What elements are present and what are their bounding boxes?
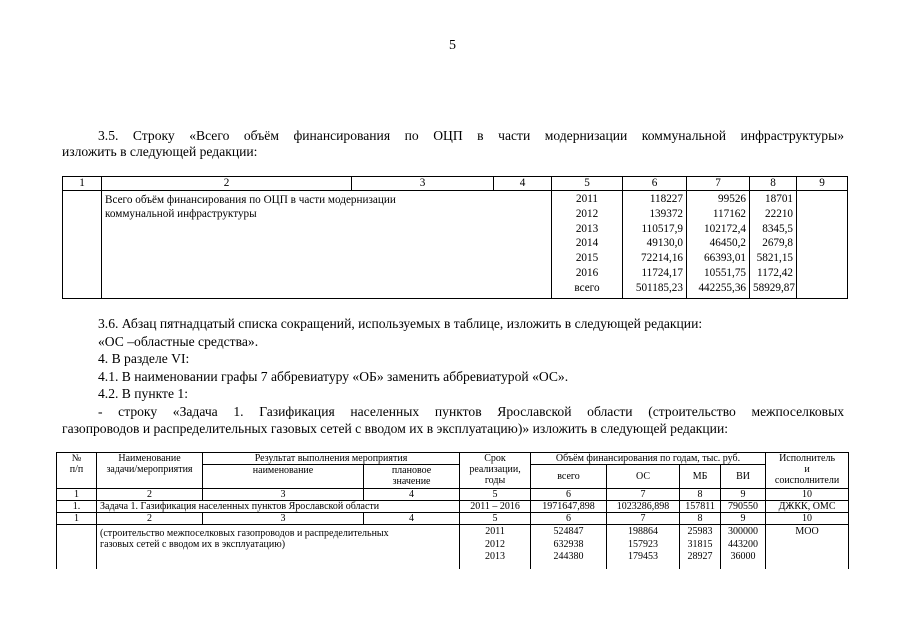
table2-task-term: 2011 – 2016 [460, 501, 531, 513]
table2-sub-value: 31815 [687, 538, 713, 550]
table1-year: 2012 [575, 207, 599, 220]
table2-colnum-row [57, 489, 849, 501]
table2-sub-value: 36000 [730, 551, 756, 562]
table1-col6-cell [623, 191, 687, 299]
table2-header-name-line: Наименование [118, 453, 181, 464]
table1-colnum: 2 [102, 177, 352, 191]
table2-colnum: 3 [203, 489, 364, 501]
table2-header-num-line: № [71, 453, 82, 464]
table2-sub-mb [680, 525, 721, 569]
table2-colnum: 9 [721, 489, 766, 501]
table2-header-num-line: п/п [69, 464, 84, 475]
table1-year: 2014 [575, 237, 599, 250]
table2-header-os: ОС [607, 465, 680, 489]
table2-sub-total [531, 525, 607, 569]
table1-col7-cell [687, 191, 750, 299]
table2-sub-value: 28927 [687, 551, 713, 562]
table2-sub-value: 25983 [687, 526, 713, 537]
table1-header-row [63, 177, 848, 191]
table2-task-num: 1. [57, 501, 97, 513]
para-3-5-line1: 3.5. Строку «Всего объём финансирования по ОЦП в части модернизации коммунальной инфраструктуры» [98, 128, 844, 143]
table1-col8-cell [750, 191, 797, 299]
table1-value: 5821,15 [756, 252, 793, 265]
table1-value: 1172,42 [757, 266, 793, 279]
table1-value: 72214,16 [641, 252, 683, 265]
table2-sub-desc-line: (строительство межпоселковых газопроводов и распределительных [100, 528, 389, 539]
table2-header-term-line: годы [484, 475, 506, 486]
table2-header-exec-line: и [804, 464, 810, 475]
table2-header-result-name: наименование [203, 465, 364, 489]
para-abbrev-os: «ОС –областные средства». [98, 334, 259, 349]
table2-task-mb: 157811 [680, 501, 721, 513]
table2-sub-year: 2011 [485, 526, 505, 537]
table1-value: 18701 [765, 193, 793, 205]
table1-value: 49130,0 [646, 237, 683, 250]
table1-colnum: 9 [797, 177, 848, 191]
table2-sub-desc [97, 525, 460, 569]
table2-colnum: 1 [57, 489, 97, 501]
table1-year: 2011 [576, 193, 598, 205]
table2-sub-value: 157923 [628, 538, 659, 550]
table2-colnum: 9 [721, 513, 766, 525]
table1-colnum: 1 [63, 177, 102, 191]
table2-sub-row [57, 525, 849, 569]
table1-data-row [63, 191, 848, 299]
table2-header-term [460, 453, 531, 489]
table2-sub-os [607, 525, 680, 569]
table1-colnum: 8 [750, 177, 797, 191]
table2-colnum: 4 [364, 513, 460, 525]
table2-header-mb: МБ [680, 465, 721, 489]
table2-sub-value: 300000 [728, 526, 759, 537]
table2-sub-vi [721, 525, 766, 569]
table1-value: 58929,87 [753, 281, 795, 294]
table1-years-cell [552, 191, 623, 299]
table2-header-result: Результат выполнения мероприятия [203, 453, 460, 465]
table1-value: 99526 [718, 193, 746, 205]
table1-colnum: 7 [687, 177, 750, 191]
tasks-table [56, 452, 849, 569]
table1-value: 22210 [765, 207, 793, 220]
page-number: 5 [449, 38, 456, 53]
table1-colnum: 6 [623, 177, 687, 191]
table2-header-name [97, 453, 203, 489]
para-task-line1: - строку «Задача 1. Газификация населенных пунктов Ярославской области (строительство межпоселковых [98, 404, 844, 419]
table2-header-term-line: Срок [484, 453, 506, 464]
table1-value: 46450,2 [709, 237, 746, 250]
table2-colnum: 3 [203, 513, 364, 525]
para-section-4: 4. В разделе VI: [98, 351, 190, 366]
para-task-line2: газопроводов и распределительных газовых сетей с вводом их в эксплуатацию)» изложить в следующей редакции: [62, 421, 728, 436]
table2-header-plan-line: значение [392, 476, 431, 487]
table1-value: 501185,23 [635, 281, 683, 294]
table1-value: 139372 [649, 207, 683, 220]
table2-task-exec: ДЖКК, ОМС [766, 501, 849, 513]
table2-sub-desc-line: газовых сетей с вводом их в эксплуатацию) [100, 539, 286, 550]
financing-table [62, 176, 848, 299]
table2-sub-year: 2012 [485, 538, 506, 550]
table1-value: 117162 [712, 207, 746, 220]
table2-header-executor [766, 453, 849, 489]
table2-colnum: 2 [97, 489, 203, 501]
table1-label-line1: Всего объём финансирования по ОЦП в части модернизации [105, 194, 396, 206]
table2-header-total: всего [531, 465, 607, 489]
table2-colnum-row [57, 513, 849, 525]
table2-task-row [57, 501, 849, 513]
table1-colnum: 3 [352, 177, 494, 191]
table2-colnum: 1 [57, 513, 97, 525]
table2-colnum: 7 [607, 513, 680, 525]
para-4-1: 4.1. В наименовании графы 7 аббревиатуру «ОБ» заменить аббревиатурой «ОС». [98, 369, 569, 384]
table2-sub-years [460, 525, 531, 569]
table2-sub-exec: МОО [766, 525, 849, 569]
table2-header-plan-line: плановое [391, 465, 432, 476]
table1-colnum: 5 [552, 177, 623, 191]
para-3-6: 3.6. Абзац пятнадцатый списка сокращений, используемых в таблице, изложить в следующей редакции: [98, 316, 703, 331]
table2-header-term-line: реализации, [469, 464, 521, 475]
table2-header-row1 [57, 453, 849, 465]
table1-value: 118227 [649, 193, 683, 205]
table1-value: 66393,01 [704, 252, 746, 265]
table2-sub-year: 2013 [485, 551, 506, 562]
table1-value: 8345,5 [762, 222, 793, 235]
table2-task-vi: 790550 [721, 501, 766, 513]
table2-colnum: 10 [766, 489, 849, 501]
table1-empty-cell [797, 191, 848, 299]
table1-empty-cell [63, 191, 102, 299]
table1-colnum: 4 [494, 177, 552, 191]
table2-empty-cell [57, 525, 97, 569]
table2-task-total: 1971647,898 [531, 501, 607, 513]
table1-label-line2: коммунальной инфраструктуры [105, 208, 257, 220]
table2-colnum: 2 [97, 513, 203, 525]
table2-colnum: 5 [460, 513, 531, 525]
table2-sub-value: 443200 [728, 538, 759, 550]
table2-sub-value: 524847 [553, 526, 584, 537]
table2-colnum: 5 [460, 489, 531, 501]
table2-task-name: Задача 1. Газификация населенных пунктов Ярославской области [97, 501, 460, 513]
table1-value: 10551,75 [704, 266, 746, 279]
table2-sub-value: 179453 [628, 551, 659, 562]
table2-sub-value: 632938 [553, 538, 584, 550]
table2-sub-value: 198864 [628, 526, 659, 537]
table2-colnum: 8 [680, 489, 721, 501]
table1-year: 2015 [575, 252, 599, 265]
table2-task-os: 1023286,898 [607, 501, 680, 513]
table2-header-vi: ВИ [721, 465, 766, 489]
table2-colnum: 7 [607, 489, 680, 501]
table1-value: 442255,36 [698, 281, 746, 294]
table2-header-result-plan [364, 465, 460, 489]
table2-header-name-line: задачи/мероприятия [106, 464, 193, 475]
table1-label-cell [102, 191, 552, 299]
table2-sub-value: 244380 [553, 551, 584, 562]
table1-year: 2016 [575, 266, 599, 279]
table2-colnum: 6 [531, 489, 607, 501]
table1-year: всего [574, 281, 600, 294]
table1-year: 2013 [575, 222, 599, 235]
table2-colnum: 4 [364, 489, 460, 501]
table1-value: 2679,8 [762, 237, 793, 250]
table1-value: 102172,4 [704, 222, 746, 235]
table2-header-exec-line: соисполнители [774, 475, 840, 486]
table2-colnum: 6 [531, 513, 607, 525]
table2-header-exec-line: Исполнитель [779, 453, 836, 464]
table1-value: 11724,17 [641, 266, 683, 279]
table2-colnum: 8 [680, 513, 721, 525]
table2-header-num [57, 453, 97, 489]
table1-value: 110517,9 [641, 222, 683, 235]
para-3-5-line2: изложить в следующей редакции: [62, 144, 258, 159]
para-4-2: 4.2. В пункте 1: [98, 386, 188, 401]
table2-header-financing: Объём финансирования по годам, тыс. руб. [531, 453, 766, 465]
table2-colnum: 10 [766, 513, 849, 525]
